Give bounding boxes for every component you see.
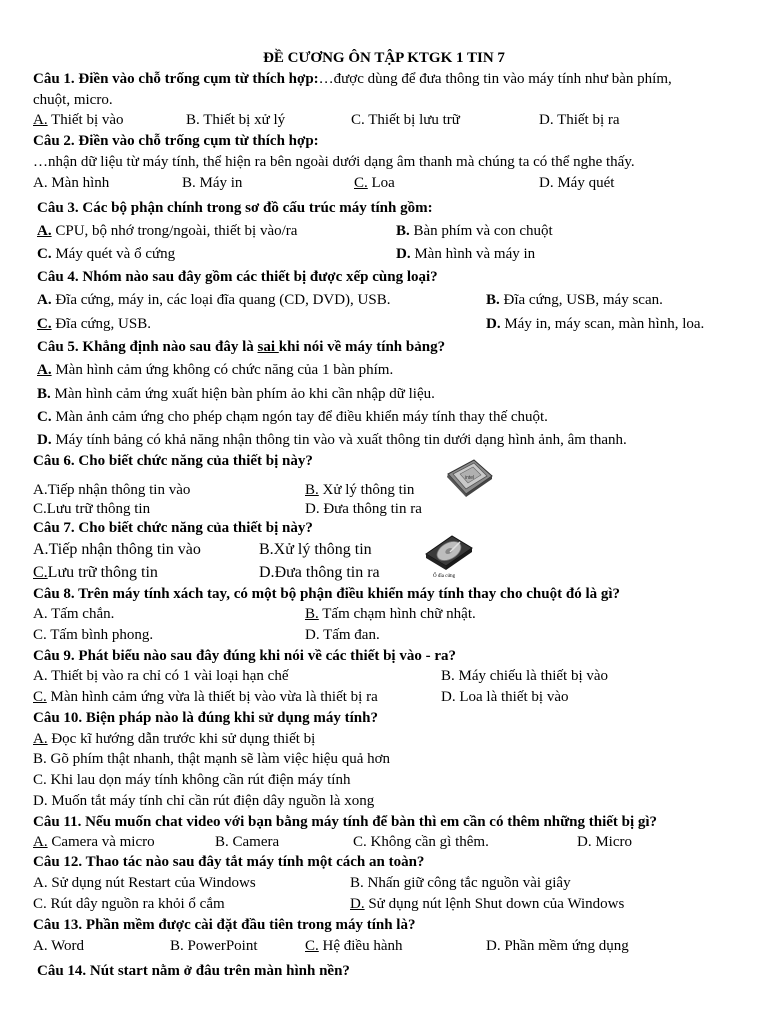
q5-option-c: C. Màn ảnh cảm ứng cho phép chạm ngón tay để điều khiển máy tính thay thế chuột. <box>37 409 548 425</box>
hard-disk-icon <box>424 532 474 572</box>
question-5-stem: Câu 5. Khẳng định nào sau đây là sai khi nói về máy tính bảng? <box>37 339 446 355</box>
question-1 <box>33 70 672 88</box>
q9-option-b: B. Máy chiếu là thiết bị vào <box>441 668 609 684</box>
q2-option-b: B. Máy in <box>182 175 243 191</box>
question-6-stem: Câu 6. Cho biết chức năng của thiết bị này? <box>33 453 313 469</box>
q6-option-b: B. Xử lý thông tin <box>305 482 415 498</box>
q10-option-b: B. Gõ phím thật nhanh, thật mạnh sẽ làm việc hiệu quả hơn <box>33 751 391 767</box>
question-13-stem: Câu 13. Phần mềm được cài đặt đầu tiên trong máy tính là? <box>33 917 416 933</box>
q12-option-a: A. Sử dụng nút Restart của Windows <box>33 875 256 891</box>
question-12-stem: Câu 12. Thao tác nào sau đây tắt máy tính một cách an toàn? <box>33 854 425 870</box>
q7-option-d: D.Đưa thông tin ra <box>259 564 380 581</box>
q8-option-a: A. Tấm chắn. <box>33 606 115 622</box>
question-2-stem: Câu 2. Điền vào chỗ trống cụm từ thích hợp: <box>33 133 319 149</box>
q6-option-c: C.Lưu trữ thông tin <box>33 501 151 517</box>
q6-option-d: D. Đưa thông tin ra <box>305 501 422 517</box>
q5-option-b: B. Màn hình cảm ứng xuất hiện bàn phím ảo khi cần nhập dữ liệu. <box>37 386 435 402</box>
q7-option-c: C.Lưu trữ thông tin <box>33 564 158 581</box>
question-1-stem-cont: chuột, micro. <box>33 92 113 108</box>
question-4-stem: Câu 4. Nhóm nào sau đây gồm các thiết bị được xếp cùng loại? <box>37 269 438 285</box>
q8-option-d: D. Tấm đan. <box>305 627 380 643</box>
q11-option-c: C. Không cần gì thêm. <box>353 834 489 850</box>
q4-option-d: D. Máy in, máy scan, màn hình, loa. <box>486 316 705 332</box>
q12-option-b: B. Nhấn giữ công tắc nguồn vài giây <box>350 875 571 891</box>
q4-option-a: A. Đĩa cứng, máy in, các loại đĩa quang (CD, DVD), USB. <box>37 292 391 308</box>
question-7-stem: Câu 7. Cho biết chức năng của thiết bị này? <box>33 520 313 536</box>
question-14-stem: Câu 14. Nút start nằm ở đâu trên màn hình nền? <box>37 963 350 979</box>
q4-option-b: B. Đĩa cứng, USB, máy scan. <box>486 292 663 308</box>
q12-option-c: C. Rút dây nguồn ra khỏi ổ cắm <box>33 896 225 912</box>
q9-option-c: C. Màn hình cảm ứng vừa là thiết bị vào vừa là thiết bị ra <box>33 689 378 705</box>
q1-option-a: A. Thiết bị vào <box>33 112 124 128</box>
q13-option-a: A. Word <box>33 938 85 954</box>
q7-option-a: A.Tiếp nhận thông tin vào <box>33 541 201 558</box>
q1-option-d: D. Thiết bị ra <box>539 112 620 128</box>
q11-option-a: A. Camera và micro <box>33 834 155 850</box>
q10-option-d: D. Muốn tắt máy tính chỉ cần rút điện dây nguồn là xong <box>33 793 375 809</box>
question-11-stem: Câu 11. Nếu muốn chat video với bạn bằng máy tính để bàn thì em cần có thêm những thiết bị gì? <box>33 814 658 830</box>
question-1-stem: Câu 1. Điền vào chỗ trống cụm từ thích hợp: <box>33 71 319 87</box>
q3-option-d: D. Màn hình và máy in <box>396 246 536 262</box>
q13-option-c: C. Hệ điều hành <box>305 938 403 954</box>
q5-option-a: A. Màn hình cảm ứng không có chức năng của 1 bàn phím. <box>37 362 394 378</box>
q12-option-d: D. Sử dụng nút lệnh Shut down của Windows <box>350 896 625 912</box>
q13-option-d: D. Phần mềm ứng dụng <box>486 938 629 954</box>
q5-option-d: D. Máy tính bảng có khả năng nhận thông tin vào và xuất thông tin dưới dạng hình ảnh, âm thanh. <box>37 432 627 448</box>
q3-option-a: A. CPU, bộ nhớ trong/ngoài, thiết bị vào/ra <box>37 223 298 239</box>
q6-option-a: A.Tiếp nhận thông tin vào <box>33 482 191 498</box>
q2-option-c: C. Loa <box>354 175 395 191</box>
q3-option-c: C. Máy quét và ổ cứng <box>37 246 176 262</box>
svg-text:intel: intel <box>465 475 475 481</box>
q1-option-b: B. Thiết bị xử lý <box>186 112 286 128</box>
q11-option-d: D. Micro <box>577 834 633 850</box>
q8-option-c: C. Tấm bình phong. <box>33 627 154 643</box>
q13-option-b: B. PowerPoint <box>170 938 258 954</box>
q10-option-c: C. Khi lau dọn máy tính không cần rút điện máy tính <box>33 772 351 788</box>
question-2-stem-cont: …nhận dữ liệu từ máy tính, thể hiện ra bên ngoài dưới dạng âm thanh mà chúng ta có thể nghe thấy. <box>33 154 635 170</box>
question-9-stem: Câu 9. Phát biểu nào sau đây đúng khi nói về các thiết bị vào - ra? <box>33 648 456 664</box>
q10-option-a: A. Đọc kĩ hướng dẫn trước khi sử dụng thiết bị <box>33 731 316 747</box>
q11-option-b: B. Camera <box>215 834 280 850</box>
q9-option-a: A. Thiết bị vào ra chỉ có 1 vài loại hạn chế <box>33 668 289 684</box>
cpu-chip-icon <box>444 456 494 498</box>
hard-disk-caption: Ổ đĩa cứng <box>433 574 456 579</box>
question-3-stem: Câu 3. Các bộ phận chính trong sơ đồ cấu trúc máy tính gồm: <box>37 200 433 216</box>
question-1-stem-rest: …được dùng để đưa thông tin vào máy tính như bàn phím, <box>318 71 672 87</box>
q1-option-c: C. Thiết bị lưu trữ <box>351 112 460 128</box>
q2-option-d: D. Máy quét <box>539 175 615 191</box>
question-8-stem: Câu 8. Trên máy tính xách tay, có một bộ phận điều khiển máy tính thay cho chuột đó là gì? <box>33 586 621 602</box>
question-10-stem: Câu 10. Biện pháp nào là đúng khi sử dụng máy tính? <box>33 710 378 726</box>
q4-option-c: C. Đĩa cứng, USB. <box>37 316 151 332</box>
q8-option-b: B. Tấm chạm hình chữ nhật. <box>305 606 476 622</box>
q3-option-b: B. Bàn phím và con chuột <box>396 223 553 239</box>
q9-option-d: D. Loa là thiết bị vào <box>441 689 569 705</box>
document-title: ĐỀ CƯƠNG ÔN TẬP KTGK 1 TIN 7 <box>263 50 505 66</box>
q2-option-a: A. Màn hình <box>33 175 110 191</box>
q7-option-b: B.Xử lý thông tin <box>259 541 372 558</box>
